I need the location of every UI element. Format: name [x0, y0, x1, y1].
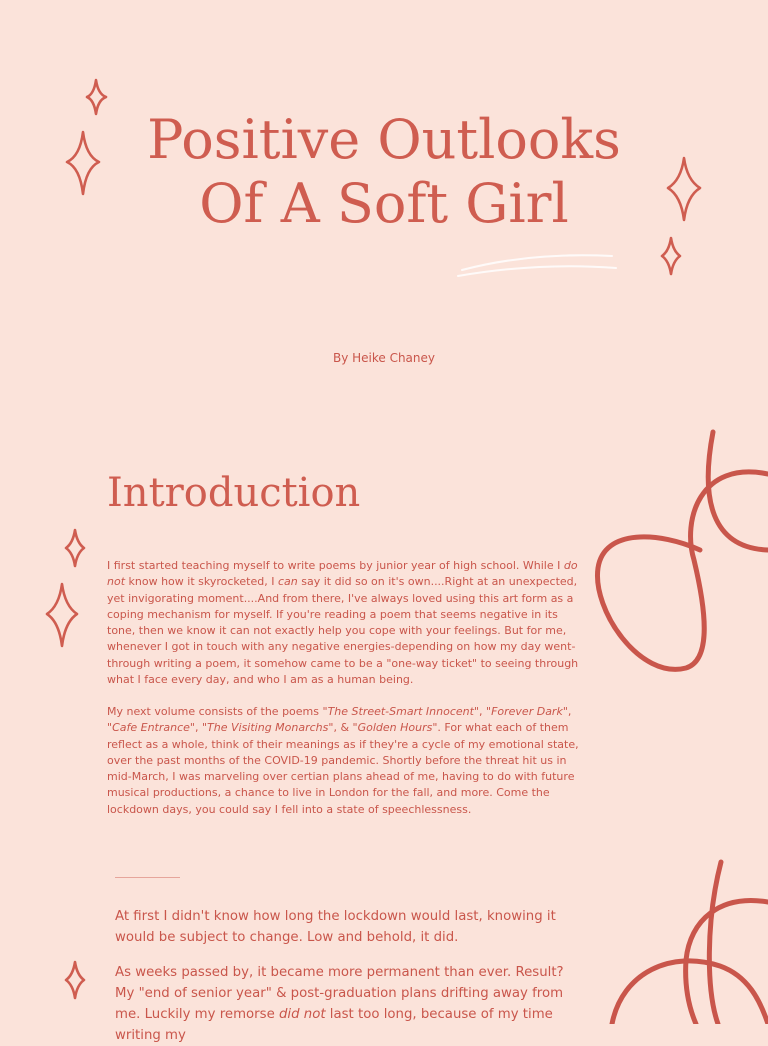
body-paragraph-2: As weeks passed by, it became more permanent than ever. Result? My "end of senior year" & post-graduation plans drifting away from me. Luckily my remorse did not last too long, because of my time writing my	[115, 965, 564, 1043]
poem-title: The Visiting Monarchs	[207, 721, 329, 735]
title-line-1: Positive Outlooks	[147, 108, 621, 171]
body-paragraph-1: At first I didn't know how long the lockdown would last, knowing it would be subject to change. Low and behold, it did.	[115, 909, 556, 945]
poem-title: The Street-Smart Innocent	[327, 705, 474, 718]
sparkle-icon	[47, 584, 77, 646]
section-heading: Introduction	[107, 470, 361, 516]
title-line-2: Of A Soft Girl	[199, 172, 569, 235]
document-title	[100, 108, 668, 236]
sparkle-icon	[67, 132, 99, 194]
author-byline: By Heike Chaney	[332, 351, 436, 365]
intro-paragraph-1: I first started teaching myself to write poems by junior year of high school. While I do not know how it skyrocketed, I can say it did so on it's own....Right at an unexpected, yet invigorating moment....And from there, I've always loved using this art form as a coping mechanism for myself. If you're reading a poem that seems negative in its tone, then we know it can not exactly help you cope with your feelings. But for me, whenever I got in touch with any negative energies-depending on how my day went-through writing a poem, it somehow came to be a "one-way ticket" to seeing through what I face every day, and who I am as a human being.	[107, 559, 579, 687]
squiggle-icon	[612, 862, 768, 1024]
poem-title: Golden Hours	[357, 721, 433, 735]
sparkle-icon	[662, 238, 680, 274]
poem-title: Forever Dark	[491, 705, 563, 718]
squiggle-icon	[597, 432, 768, 669]
sparkle-icon	[66, 530, 84, 566]
divider	[115, 877, 180, 878]
sparkle-icon	[668, 158, 700, 220]
poem-title: Cafe Entrance	[112, 721, 190, 735]
intro-paragraph-2: My next volume consists of the poems "The Street-Smart Innocent", "Forever Dark", "Cafe Entrance", "The Visiting Monarchs", & "Golden Hours". For what each of them reflect as a whole, think of their meanings as if they're a cycle of my emotional state, over the past months of the COVID-19 pandemic. Shortly before the threat hit us in mid-March, I was marveling over certian plans ahead of me, having to do with future musical productions, a chance to live in London for the fall, and more. Come the lockdown days, you could say I fell into a state of speechlessness.	[107, 705, 579, 816]
brush-stroke-icon	[458, 255, 616, 276]
sparkle-icon	[66, 962, 84, 998]
